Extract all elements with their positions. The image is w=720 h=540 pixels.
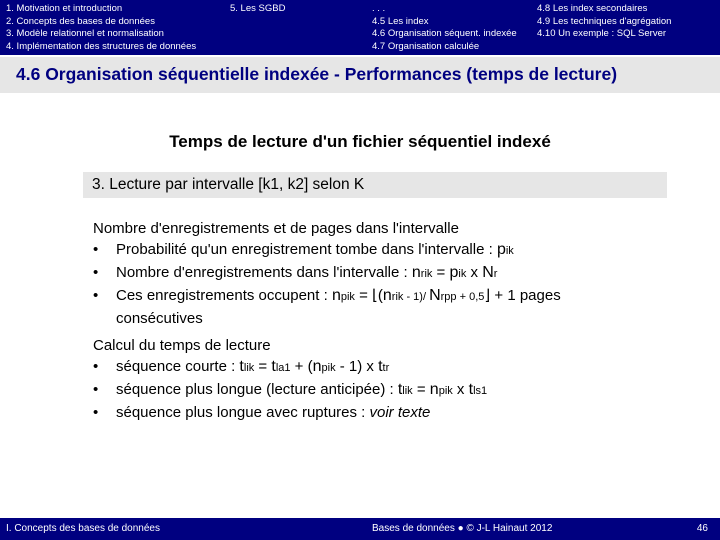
floor-left: ⌊	[372, 287, 378, 304]
nav-chapter-3[interactable]: 3. Modèle relationnel et normalisation	[6, 28, 164, 39]
section-heading: 3. Lecture par intervalle [k1, k2] selon K	[92, 176, 365, 193]
bullet-text: Probabilité qu'un enregistrement tombe dans l'intervalle :	[116, 241, 497, 258]
list-item	[93, 356, 487, 379]
slide-title: Temps de lecture d'un fichier séquentiel indexé	[169, 132, 551, 151]
subscript: ik	[505, 245, 514, 257]
nav-section-4-7[interactable]: 4.7 Organisation calculée	[372, 40, 480, 52]
operator: x	[466, 264, 483, 281]
list-item	[93, 239, 561, 262]
nav-chapter-1[interactable]: 1. Motivation et introduction	[6, 3, 123, 14]
symbol: N	[429, 287, 441, 304]
nav-sections-right	[537, 3, 671, 41]
symbol: N	[482, 264, 494, 281]
bullet-icon: •	[93, 287, 99, 304]
operator: (	[377, 287, 383, 304]
list-item-continuation	[93, 308, 561, 329]
block1-heading: Nombre d'enregistrements et de pages dans l'intervalle	[93, 220, 459, 237]
subscript: r	[493, 268, 498, 280]
bullet-text: séquence plus longue avec ruptures :	[116, 404, 370, 421]
subscript: tr	[382, 362, 390, 374]
floor-right: ⌋	[484, 287, 491, 304]
subscript: lik	[402, 385, 413, 397]
symbol: t	[468, 381, 474, 398]
records-pages-block	[93, 218, 561, 329]
operator: =	[354, 287, 373, 304]
page-number: 46	[696, 523, 708, 534]
section-heading-box	[83, 172, 667, 198]
symbol: t	[378, 358, 383, 375]
list-item	[93, 402, 487, 423]
subscript: la1	[275, 362, 291, 374]
nav-section-4-6[interactable]: 4.6 Organisation séquent. indexée	[372, 28, 517, 39]
operator: + (	[290, 358, 313, 375]
nav-chapter-5-label: 5. Les SGBD	[230, 3, 286, 14]
nav-chapter-2[interactable]: 2. Concepts des bases de données	[6, 15, 155, 27]
bullet-text: Ces enregistrements occupent :	[116, 287, 332, 304]
operator: =	[254, 358, 272, 375]
see-text-note: voir texte	[369, 404, 431, 421]
bullet-text: Nombre d'enregistrements dans l'intervalle :	[116, 264, 412, 281]
symbol: t	[397, 381, 403, 398]
subscript: ik	[458, 268, 467, 280]
top-navigation-bar	[0, 0, 720, 55]
subscript: pik	[438, 385, 453, 397]
nav-chapters	[6, 3, 196, 53]
subscript: pik	[321, 362, 336, 374]
bullet-text: séquence courte :	[116, 358, 240, 375]
subscript: pik	[340, 291, 355, 303]
operator: =	[412, 381, 430, 398]
symbol: n	[429, 381, 439, 398]
bullet-icon: •	[93, 264, 99, 281]
symbol: p	[449, 264, 459, 281]
list-item	[93, 379, 487, 402]
subscript: rik	[391, 291, 404, 303]
operator: x	[452, 381, 469, 398]
nav-sections-mid	[372, 3, 517, 53]
subscript: rik	[420, 268, 433, 280]
subscript: lik	[243, 362, 255, 374]
symbol: t	[239, 358, 244, 375]
bullet-icon: •	[93, 381, 99, 398]
page-title: 4.6 Organisation séquentielle indexée - Performances (temps de lecture)	[16, 64, 618, 84]
block2-heading: Calcul du temps de lecture	[93, 337, 271, 354]
bullet-icon: •	[93, 241, 99, 258]
bullet-text: séquence plus longue (lecture anticipée) :	[116, 381, 398, 398]
bullet-icon: •	[93, 404, 99, 421]
footer-chapter: I. Concepts des bases de données	[6, 523, 160, 534]
operator: - 1) x	[335, 358, 379, 375]
continuation-text: consécutives	[116, 310, 203, 327]
subscript: ls1	[473, 385, 488, 397]
symbol: n	[331, 287, 341, 304]
footer-copyright: Bases de données ● © J-L Hainaut 2012	[372, 523, 553, 534]
list-item	[93, 262, 561, 285]
symbol: n	[411, 264, 421, 281]
bullet-text-tail: + 1 pages	[490, 287, 561, 304]
footer-bar	[0, 518, 720, 540]
symbol: t	[271, 358, 276, 375]
nav-chapter-5[interactable]	[230, 3, 285, 16]
operator: - 1)/	[403, 291, 430, 303]
symbol: n	[312, 358, 322, 375]
read-time-block	[93, 335, 487, 423]
nav-chapter-4[interactable]: 4. Implémentation des structures de données	[6, 40, 197, 52]
bullet-icon: •	[93, 358, 99, 375]
header-bar	[0, 57, 720, 93]
subscript: rpp	[440, 291, 457, 303]
operator: + 0,5	[456, 291, 485, 303]
symbol: p	[496, 241, 506, 258]
nav-section-4-8[interactable]: 4.8 Les index secondaires	[537, 3, 648, 14]
nav-section-4-9[interactable]: 4.9 Les techniques d'agrégation	[537, 15, 672, 27]
list-item	[93, 285, 561, 308]
nav-section-4-10[interactable]: 4.10 Un exemple : SQL Server	[537, 28, 667, 39]
symbol: n	[382, 287, 392, 304]
nav-section-4-5[interactable]: 4.5 Les index	[372, 15, 429, 27]
operator: =	[432, 264, 450, 281]
nav-ellipsis[interactable]: . . .	[372, 3, 386, 14]
